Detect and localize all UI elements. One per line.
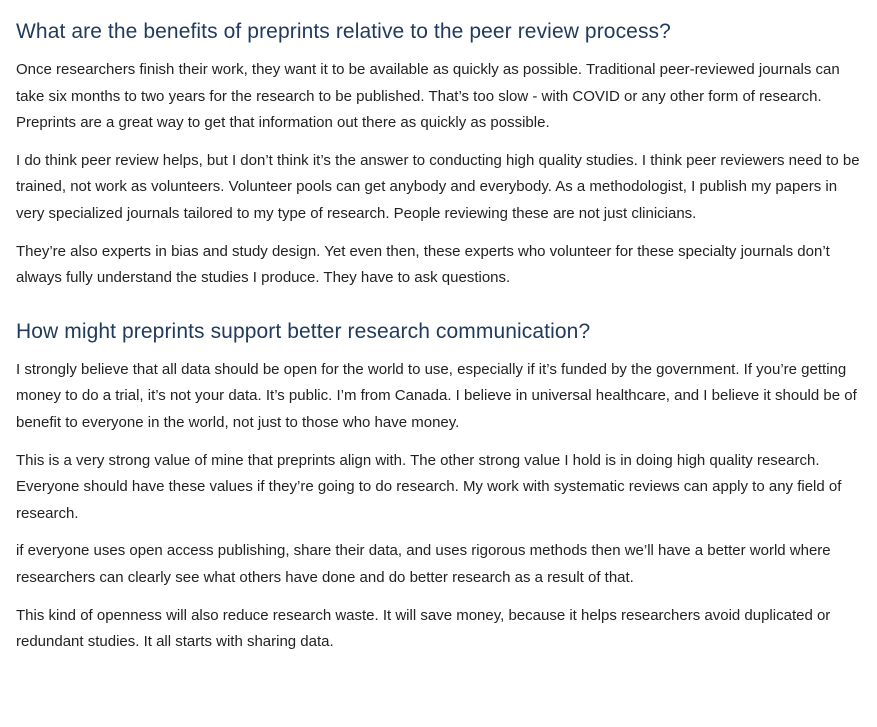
paragraph-open-data: I strongly believe that all data should be open for the world to use, especially if it’s funded by the government. If you’re getting money to do a trial, it’s not your data. It’s public. I’m from Canada. I believe in universal healthcare, and I believe it should be of benefit to everyone in the world, not just to those who have money. xyxy=(16,360,857,431)
paragraph-values: This is a very strong value of mine that preprints align with. The other strong value I hold is in doing high quality research. Everyone should have these values if they’re going to do research. My work with systematic reviews can apply to any field of research. xyxy=(16,451,842,522)
section-heading-communication: How might preprints support better research communication? xyxy=(16,319,591,343)
paragraph-peer-review-opinion: I do think peer review helps, but I don’t think it’s the answer to conducting high quality studies. I think peer reviewers need to be trained, not work as volunteers. Volunteer pools can get anybody and everybody. As a methodologist, I publish my papers in very specialized journals tailored to my type of research. People reviewing these are not just clinicians. xyxy=(16,151,860,222)
paragraph-expert-reviewers: They’re also experts in bias and study design. Yet even then, these experts who volunteer for these specialty journals don’t always fully understand the studies I produce. They have to ask questions. xyxy=(16,242,830,287)
paragraph-publishing-speed: Once researchers finish their work, they want it to be available as quickly as possible. Traditional peer-reviewed journals can take six months to two years for the research to be published. That’s too slow - with COVID or any other form of research. Preprints are a great way to get that information out there as quickly as possible. xyxy=(16,61,840,132)
paragraph-open-access: if everyone uses open access publishing, share their data, and uses rigorous methods then we’ll have a better world where researchers can clearly see what others have done and do better research as a result of that. xyxy=(16,542,831,586)
paragraph-research-waste: This kind of openness will also reduce research waste. It will save money, because it helps researchers avoid duplicated or redundant studies. It all starts with sharing data. xyxy=(16,606,831,651)
section-heading-benefits: What are the benefits of preprints relative to the peer review process? xyxy=(16,20,671,43)
